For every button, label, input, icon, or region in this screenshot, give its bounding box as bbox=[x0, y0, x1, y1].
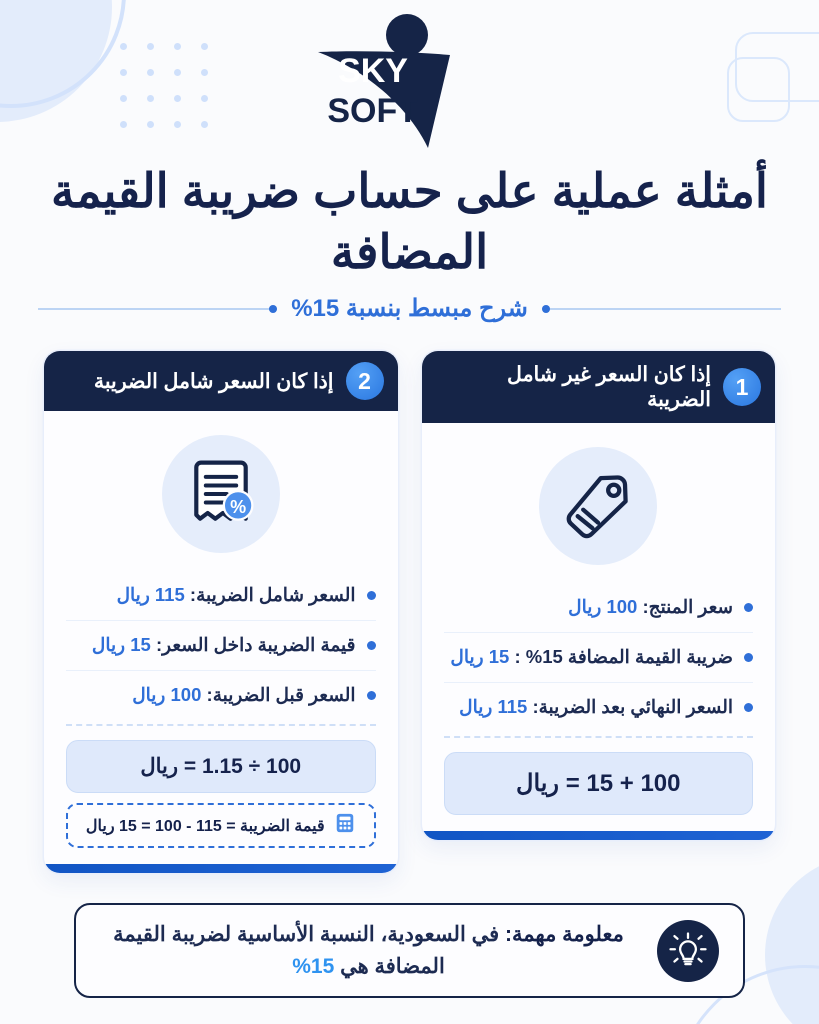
logo-header bbox=[0, 0, 819, 160]
price-tag-icon bbox=[539, 447, 657, 565]
bullet-label: ضريبة القيمة المضافة 15% : bbox=[514, 646, 733, 668]
formula-box: 100 + 15 = ريال bbox=[444, 752, 754, 815]
card-2-title: إذا كان السعر شامل الضريبة bbox=[93, 369, 334, 393]
card-2-header bbox=[44, 351, 398, 411]
page-heading bbox=[0, 160, 819, 323]
info-text bbox=[100, 919, 637, 982]
example-card-1 bbox=[422, 351, 776, 840]
example-cards bbox=[0, 323, 819, 873]
list-item bbox=[66, 621, 376, 671]
info-section bbox=[0, 873, 819, 998]
list-item bbox=[444, 583, 754, 633]
info-strong: معلومة مهمة: bbox=[505, 923, 624, 947]
bullet-dot-icon bbox=[367, 641, 376, 650]
bullet-value: 115 ريال bbox=[459, 696, 528, 718]
card-2-number-badge: 2 bbox=[346, 362, 384, 400]
bullet-value: 100 ريال bbox=[568, 596, 638, 618]
list-item bbox=[66, 671, 376, 720]
card-1-header bbox=[422, 351, 776, 423]
receipt-percent-icon bbox=[162, 435, 280, 553]
page-title: أمثلة عملية على حساب ضريبة القيمة المضافة bbox=[51, 164, 768, 279]
logo-text-sky: SKY bbox=[337, 52, 408, 90]
card-1-number-badge: 1 bbox=[723, 368, 761, 406]
subtitle-row bbox=[0, 294, 819, 323]
important-info-bar bbox=[74, 903, 745, 998]
lightbulb-icon bbox=[657, 920, 719, 982]
logo-text-soft: SOFT bbox=[326, 92, 418, 130]
bullet-label: السعر النهائي بعد الضريبة: bbox=[532, 696, 733, 718]
card-1-bullets bbox=[422, 579, 776, 732]
list-item bbox=[444, 633, 754, 683]
card-2-formulas bbox=[44, 726, 398, 854]
list-item bbox=[66, 571, 376, 621]
info-rest: في السعودية، النسبة الأساسية لضريبة القيمة المضافة هي bbox=[113, 923, 505, 978]
card-2-bullets bbox=[44, 567, 398, 720]
formula-box-dashed bbox=[66, 803, 376, 848]
bullet-value: 15 ريال bbox=[91, 634, 151, 656]
bullet-value: 100 ريال bbox=[132, 684, 202, 706]
bullet-dot-icon bbox=[367, 691, 376, 700]
sky-soft-logo bbox=[300, 10, 520, 150]
bullet-label: السعر قبل الضريبة: bbox=[206, 684, 356, 706]
page-subtitle: شرح مبسط بنسبة 15% bbox=[291, 295, 528, 323]
subtitle-divider-left bbox=[542, 308, 781, 310]
bullet-label: سعر المنتج: bbox=[642, 596, 733, 618]
bullet-value: 15 ريال bbox=[450, 646, 510, 668]
bullet-value: 115 ريال bbox=[116, 584, 185, 606]
calculator-icon bbox=[334, 812, 356, 839]
bullet-dot-icon bbox=[367, 591, 376, 600]
list-item bbox=[444, 683, 754, 732]
card-2-icon-zone bbox=[44, 411, 398, 567]
example-card-2 bbox=[44, 351, 398, 873]
card-1-formulas bbox=[422, 738, 776, 821]
bullet-dot-icon bbox=[744, 653, 753, 662]
card-1-accent-bar bbox=[422, 831, 776, 840]
bullet-label: قيمة الضريبة داخل السعر: bbox=[155, 634, 356, 656]
subtitle-divider-right bbox=[38, 308, 277, 310]
card-1-icon-zone bbox=[422, 423, 776, 579]
card-2-accent-bar bbox=[44, 864, 398, 873]
bullet-label: السعر شامل الضريبة: bbox=[189, 584, 356, 606]
card-1-title: إذا كان السعر غير شامل الضريبة bbox=[507, 363, 711, 412]
formula-dashed-text: قيمة الضريبة = 115 - 100 = 15 ريال bbox=[85, 817, 325, 835]
bullet-dot-icon bbox=[744, 603, 753, 612]
bullet-dot-icon bbox=[744, 703, 753, 712]
svg-text:%: % bbox=[229, 497, 246, 518]
info-percent: 15% bbox=[292, 954, 335, 978]
formula-box: 100 ÷ 1.15 = ريال bbox=[66, 740, 376, 793]
